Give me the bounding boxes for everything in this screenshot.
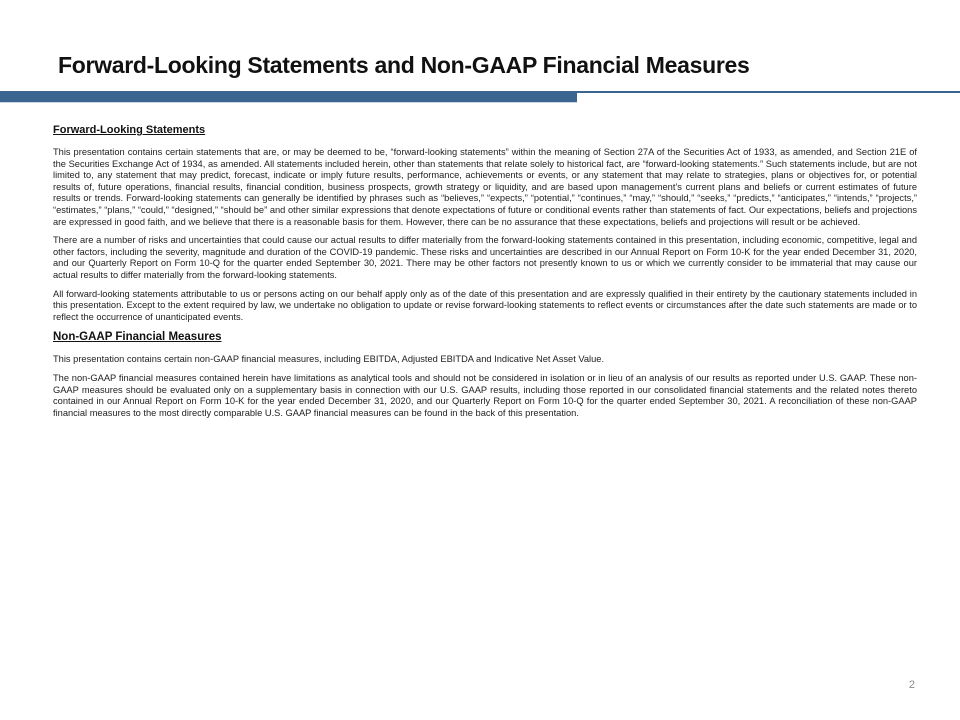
title-accent-bar [0, 91, 577, 102]
forward-looking-paragraph-2: There are a number of risks and uncertainties that could cause our actual results to differ materially from the forward-looking statements contained in this presentation, including economic, competitive, legal and other factors, including the severity, magnitude and duration of the COVID-19 pandemic. These risks and uncertainties are described in our Annual Report on Form 10-K for the year ended December 31, 2020, and our Quarterly Report on Form 10-Q for the quarter ended September 30, 2021. There may be other factors not presently known to us or which we currently consider to be immaterial that may cause our actual results to differ materially from the forward-looking statements. [53, 235, 917, 280]
non-gaap-paragraph-2: The non-GAAP financial measures contained herein have limitations as analytical tools and should not be considered in isolation or in lieu of an analysis of our results as reported under U.S. GAAP. These non-GAAP measures should be evaluated only on a supplementary basis in connection with our U.S. GAAP results, including those reported in our consolidated financial statements and the related notes thereto contained in our Annual Report on Form 10-K for the year ended December 31, 2020, and our Quarterly Report on Form 10-Q for the quarter ended September 30, 2021. A reconciliation of these non-GAAP financial measures to the most directly comparable U.S. GAAP financial measures can be found in the back of this presentation. [53, 372, 917, 418]
forward-looking-paragraph-3: All forward-looking statements attributable to us or persons acting on our behalf apply only as of the date of this presentation and are expressly qualified in their entirety by the cautionary statements included in this presentation. Except to the extent required by law, we undertake no obligation to update or revise forward-looking statements to reflect events or circumstances after the date such statements are made or to reflect the occurrence of unanticipated events. [53, 288, 917, 322]
page-number: 2 [908, 679, 915, 691]
page-title: Forward-Looking Statements and Non-GAAP Financial Measures [58, 52, 750, 78]
non-gaap-heading: Non-GAAP Financial Measures [53, 331, 222, 344]
forward-looking-heading: Forward-Looking Statements [53, 124, 206, 136]
non-gaap-paragraph-1: This presentation contains certain non-GAAP financial measures, including EBITDA, Adjusted EBITDA and Indicative Net Asset Value. [53, 354, 605, 365]
title-accent-shadow [0, 102, 577, 103]
forward-looking-paragraph-1: This presentation contains certain statements that are, or may be deemed to be, “forward-looking statements” within the meaning of Section 27A of the Securities Act of 1933, as amended, and Section 21E of the Securities Exchange Act of 1934, as amended. All statements included herein, other than statements that relate solely to historical fact, are “forward-looking statements.” Such statements include, but are not limited to, any statement that may predict, forecast, indicate or imply future results, performance, achievements or events, or any statement that may relate to strategies, plans or objectives for, or potential results of, future operations, financial results, financial condition, business prospects, growth strategy or liquidity, and are based upon management’s current plans and beliefs or current estimates of future results or trends. Forward-looking statements can generally be identified by phrases such as “believes,” “expects,” “potential,” “continues,” “may,” “should,” “seeks,” “predicts,” “anticipates,” “intends,” “projects,” “estimates,” “plans,” “could,” “designed,” “should be” and other similar expressions that denote expectations of future or conditional events rather than statements of fact. Our expectations, beliefs and projections are expressed in good faith, and we believe that there is a reasonable basis for them. However, there can be no assurance that these expectations, beliefs and projections will result or be achieved. [53, 147, 917, 227]
slide-body [53, 123, 917, 426]
title-accent-line [577, 91, 960, 93]
